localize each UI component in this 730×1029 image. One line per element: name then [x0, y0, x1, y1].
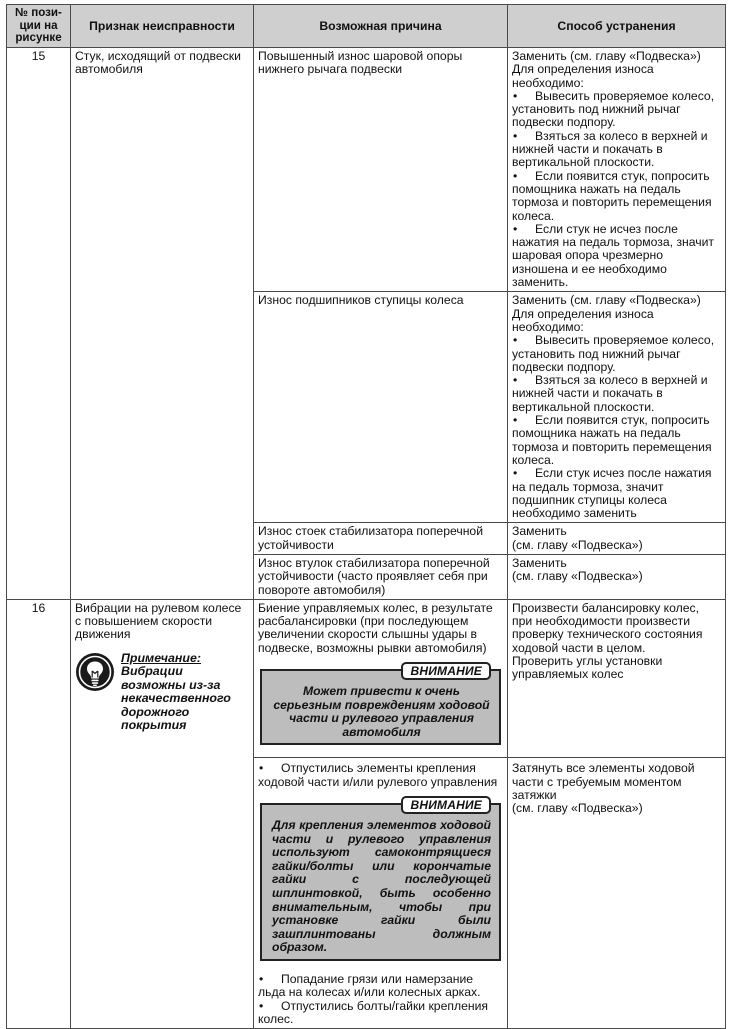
remedy-bullet: • Вывесить проверяемое колесо, установить под нижний рычаг подвески подпору.: [512, 333, 715, 374]
remedy-bullet: • Вывесить проверяемое колесо, установить под нижний рычаг подвески подпору.: [512, 88, 715, 130]
bullet-icon: •: [513, 333, 518, 348]
bullet-icon: •: [259, 971, 264, 986]
note-title: Примечание:: [121, 650, 201, 665]
bullet-icon: •: [513, 168, 518, 183]
note-box: [75, 652, 249, 733]
header-position-number: № пози-ции на рисунке: [7, 5, 71, 48]
cause-text: Биение управляемых колес, в результате расбалансировки (при последующем увеличении скорости слышны удары в подвеске, возможны рывки автомобиля): [258, 600, 493, 655]
bullet-icon: •: [513, 128, 518, 143]
row-number: 16: [7, 599, 71, 1028]
remedy-line: Произвести балансировку колес, при необходимости произвести проверку технического состояния ходовой части в целом.: [512, 600, 703, 655]
header-remedy: Способ устранения: [508, 5, 726, 48]
remedy-line: (см. главу «Подвеска»): [512, 569, 643, 584]
remedy-line: Затянуть все элементы ходовой части с требуемым моментом затяжки: [512, 761, 695, 803]
symptom-cell: [71, 599, 254, 1028]
cause-cell: Износ стоек стабилизатора поперечной устойчивости: [254, 523, 508, 555]
remedy-cell: [508, 292, 726, 523]
troubleshooting-table-page: [6, 4, 725, 1026]
header-cause: Возможная причина: [254, 5, 508, 48]
row-number: 15: [7, 48, 71, 600]
note-text-block: [121, 652, 249, 733]
remedy-bullet: • Взяться за колесо в верхней и нижней части и покачать в вертикальной плоскости.: [512, 373, 708, 414]
bullet-icon: •: [259, 998, 264, 1013]
remedy-line: Заменить: [512, 524, 567, 539]
table-row: [7, 48, 726, 292]
bullet-icon: •: [513, 373, 518, 388]
bullet-icon: •: [513, 413, 518, 428]
bullet-icon: •: [513, 466, 518, 481]
bullet-icon: •: [513, 88, 518, 103]
remedy-line: Проверить углы установки управляемых колес: [512, 654, 663, 682]
remedy-bullet: • Если появится стук, попросить помощника нажать на педаль тормоза и повторить перемещения колеса.: [512, 413, 712, 467]
remedy-line: Для определения износа необходимо:: [512, 306, 654, 334]
warning-text: Может привести к очень серьезным повреждениям ходовой части и рулевого управления автомобиля: [273, 684, 490, 739]
remedy-cell: [508, 599, 726, 758]
remedy-bullet: • Если появится стук, попросить помощника нажать на педаль тормоза и повторить перемещения колеса.: [512, 168, 712, 223]
cause-bullet: • Отпустились элементы крепления ходовой части и/или рулевого управления: [258, 761, 498, 789]
remedy-line: Заменить: [512, 555, 567, 570]
remedy-cell: [508, 48, 726, 292]
remedy-line: Заменить (см. главу «Подвеска»): [512, 293, 701, 308]
table-header-row: [7, 5, 726, 48]
symptom-cell: Стук, исходящий от подвески автомобиля: [71, 48, 254, 600]
cause-cell: Повышенный износ шаровой опоры нижнего рычага подвески: [254, 48, 508, 292]
warning-text: Для крепления элементов ходовой части и рулевого управления используют самоконтрящиеся гайки/болты или корончатые гайки с последующей шплинтовкой, быть особенно внимательным, чтобы при установке гайки были зашплинтованы должным образом.: [272, 818, 491, 955]
symptom-text: Вибрации на рулевом колесе с повышением скорости движения: [75, 600, 242, 642]
cause-cell: [254, 758, 508, 1029]
remedy-cell: [508, 523, 726, 555]
cause-cell: [254, 599, 508, 758]
remedy-line: (см. главу «Подвеска»): [512, 537, 643, 552]
lightbulb-icon: [75, 652, 115, 692]
table-row: [7, 599, 726, 758]
remedy-bullet: • Взяться за колесо в верхней и нижней части и покачать в вертикальной плоскости.: [512, 128, 708, 170]
cause-bullet: • Отпустились болты/гайки крепления колес.: [258, 998, 488, 1026]
troubleshooting-table: [6, 4, 726, 1029]
warning-box: [260, 664, 501, 745]
cause-cell: Износ втулок стабилизатора поперечной устойчивости (часто проявляет себя при повороте автомобиля): [254, 554, 508, 599]
bullet-icon: •: [259, 761, 264, 776]
cause-cell: Износ подшипников ступицы колеса: [254, 292, 508, 523]
note-body: Вибрации возможны из-за некачественного дорожного покрытия: [121, 664, 231, 733]
cause-bullet: • Попадание грязи или намерзание льда на колесах и/или колесных арках.: [258, 971, 481, 1000]
remedy-line: Для определения износа необходимо:: [512, 62, 654, 90]
remedy-bullet: • Если стук исчез после нажатия на педаль тормоза, значит подшипник ступицы колеса необходимо заменить: [512, 466, 712, 521]
warning-label: ВНИМАНИЕ: [401, 796, 491, 814]
remedy-bullet: • Если стук не исчез после нажатия на педаль тормоза, значит шаровая опора чрезмерно изношена и ее необходимо заменить.: [512, 221, 715, 290]
remedy-line: (см. главу «Подвеска»): [512, 801, 643, 816]
bullet-icon: •: [513, 221, 518, 236]
warning-box: [260, 798, 501, 961]
remedy-cell: [508, 554, 726, 599]
remedy-line: Заменить (см. главу «Подвеска»): [512, 49, 701, 63]
warning-label: ВНИМАНИЕ: [401, 662, 491, 680]
header-symptom: Признак неисправности: [71, 5, 254, 48]
remedy-cell: [508, 758, 726, 1029]
